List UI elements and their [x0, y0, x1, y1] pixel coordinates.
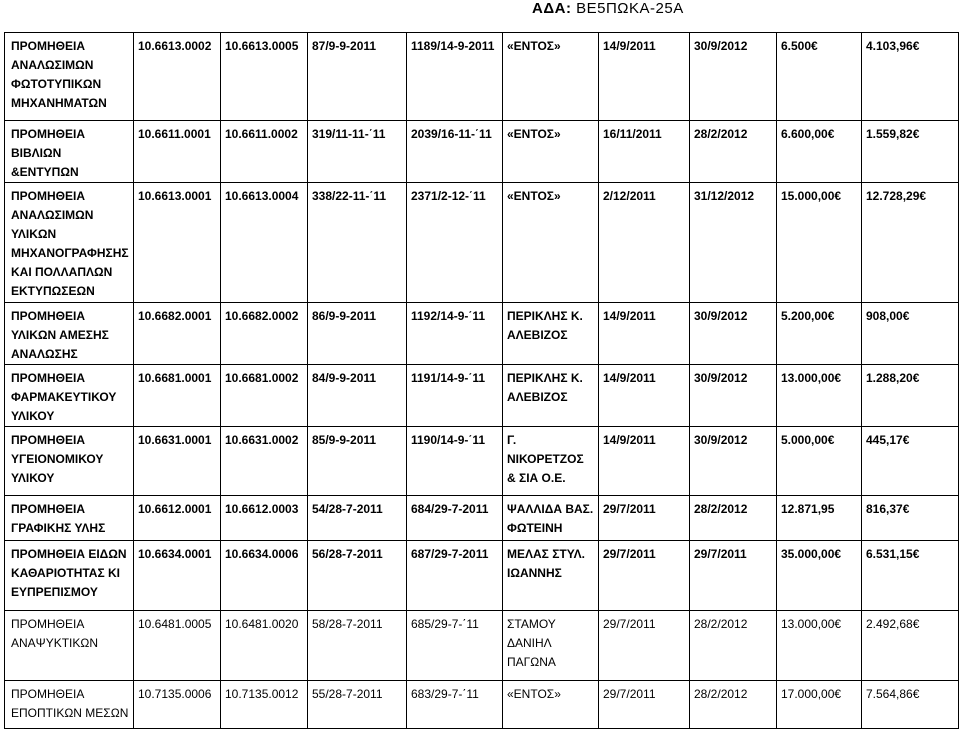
cell-account-code-1 — [134, 611, 221, 681]
start-date-text: 2/12/2011 — [603, 189, 656, 203]
budget-amount-text: 6.600,00€ — [781, 127, 835, 141]
account-code-1-text: 10.6681.0001 — [138, 371, 212, 385]
cell-budget-amount — [777, 303, 862, 365]
account-code-2-text: 10.6611.0002 — [225, 127, 298, 141]
cell-account-code-2 — [221, 365, 308, 427]
cell-account-code-1 — [134, 427, 221, 496]
account-code-1-text: 10.6481.0005 — [138, 617, 212, 631]
cell-end-date — [690, 183, 777, 303]
budget-amount-text: 13.000,00€ — [781, 371, 842, 385]
spent-amount-text: 4.103,96€ — [866, 39, 920, 53]
cell-supplier — [503, 121, 599, 183]
cell-account-code-2 — [221, 541, 308, 611]
cell-end-date — [690, 33, 777, 121]
cell-supplier — [503, 303, 599, 365]
cell-start-date — [599, 496, 690, 541]
cell-supplier — [503, 33, 599, 121]
spent-amount-text: 816,37€ — [866, 502, 910, 516]
budget-amount-text: 15.000,00€ — [781, 189, 842, 203]
cell-commitment-decision — [407, 365, 503, 427]
commitment-decision-text: 683/29-7-΄11 — [411, 687, 479, 701]
cell-approval-decision — [308, 427, 407, 496]
table-row — [5, 427, 959, 496]
cell-approval-decision — [308, 33, 407, 121]
cell-budget-amount — [777, 33, 862, 121]
spent-amount-text: 6.531,15€ — [866, 547, 920, 561]
cell-end-date — [690, 121, 777, 183]
cell-budget-amount — [777, 183, 862, 303]
start-date-text: 29/7/2011 — [603, 687, 656, 701]
cell-commitment-decision — [407, 303, 503, 365]
cell-spent-amount — [862, 541, 959, 611]
description-text: ΠΡΟΜΗΘΕΙΑ ΑΝΑΛΩΣΙΜΩΝ ΥΛΙΚΩΝ ΜΗΧΑΝΟΓΡΑΦΗΣΗΣ ΚΑΙ ΠΟΛΛΑΠΛΩΝ ΕΚΤΥΠΩΣΕΩΝ — [11, 189, 129, 298]
cell-account-code-2 — [221, 611, 308, 681]
account-code-2-text: 10.6631.0002 — [225, 433, 299, 447]
approval-decision-text: 58/28-7-2011 — [312, 617, 383, 631]
cell-description — [5, 33, 134, 121]
cell-spent-amount — [862, 33, 959, 121]
table-row — [5, 365, 959, 427]
cell-approval-decision — [308, 681, 407, 729]
cell-account-code-1 — [134, 496, 221, 541]
start-date-text: 14/9/2011 — [603, 371, 656, 385]
cell-description — [5, 365, 134, 427]
cell-approval-decision — [308, 496, 407, 541]
cell-account-code-2 — [221, 681, 308, 729]
description-text: ΠΡΟΜΗΘΕΙΑ ΑΝΑΛΩΣΙΜΩΝ ΦΩΤΟΤΥΠΙΚΩΝ ΜΗΧΑΝΗΜΑΤΩΝ — [11, 39, 107, 110]
cell-description — [5, 303, 134, 365]
commitment-decision-text: 685/29-7-΄11 — [411, 617, 479, 631]
cell-account-code-2 — [221, 33, 308, 121]
procurement-table — [4, 32, 959, 729]
table-row — [5, 681, 959, 729]
cell-supplier — [503, 541, 599, 611]
start-date-text: 16/11/2011 — [603, 127, 662, 141]
end-date-text: 30/9/2012 — [694, 39, 748, 53]
cell-budget-amount — [777, 611, 862, 681]
approval-decision-text: 338/22-11-΄11 — [312, 189, 387, 203]
cell-approval-decision — [308, 611, 407, 681]
cell-commitment-decision — [407, 611, 503, 681]
description-text: ΠΡΟΜΗΘΕΙΑ ΕΠΟΠΤΙΚΩΝ ΜΕΣΩΝ — [11, 687, 129, 720]
budget-amount-text: 5.200,00€ — [781, 309, 835, 323]
table-row — [5, 121, 959, 183]
cell-description — [5, 611, 134, 681]
account-code-2-text: 10.6612.0003 — [225, 502, 299, 516]
cell-approval-decision — [308, 541, 407, 611]
end-date-text: 30/9/2012 — [694, 309, 748, 323]
cell-budget-amount — [777, 365, 862, 427]
end-date-text: 28/2/2012 — [694, 617, 748, 631]
cell-start-date — [599, 681, 690, 729]
account-code-1-text: 10.6613.0002 — [138, 39, 212, 53]
cell-description — [5, 121, 134, 183]
account-code-2-text: 10.6613.0004 — [225, 189, 299, 203]
cell-approval-decision — [308, 121, 407, 183]
description-text: ΠΡΟΜΗΘΕΙΑ ΑΝΑΨΥΚΤΙΚΩΝ — [11, 617, 99, 650]
supplier-text: ΣΤΑΜΟΥ ΔΑΝΙΗΛ ΠΑΓΩΝΑ — [507, 617, 556, 669]
supplier-text: ΜΕΛΑΣ ΣΤΥΛ. ΙΩΑΝΝΗΣ — [507, 547, 585, 580]
cell-commitment-decision — [407, 183, 503, 303]
cell-account-code-1 — [134, 541, 221, 611]
cell-spent-amount — [862, 496, 959, 541]
cell-approval-decision — [308, 365, 407, 427]
cell-spent-amount — [862, 611, 959, 681]
approval-decision-text: 54/28-7-2011 — [312, 502, 383, 516]
supplier-text: Γ. ΝΙΚΟΡΕΤΖΟΣ & ΣΙΑ Ο.Ε. — [507, 433, 584, 485]
spent-amount-text: 1.288,20€ — [866, 371, 920, 385]
cell-account-code-2 — [221, 496, 308, 541]
cell-supplier — [503, 496, 599, 541]
end-date-text: 30/9/2012 — [694, 433, 748, 447]
supplier-text: «ΕΝΤΟΣ» — [507, 189, 561, 203]
account-code-2-text: 10.6481.0020 — [225, 617, 299, 631]
cell-end-date — [690, 681, 777, 729]
cell-start-date — [599, 121, 690, 183]
cell-supplier — [503, 681, 599, 729]
cell-commitment-decision — [407, 121, 503, 183]
description-text: ΠΡΟΜΗΘΕΙΑ ΕΙΔΩΝ ΚΑΘΑΡΙΟΤΗΤΑΣ ΚΙ ΕΥΠΡΕΠΙΣΜΟΥ — [11, 547, 127, 599]
cell-account-code-1 — [134, 303, 221, 365]
cell-account-code-2 — [221, 303, 308, 365]
table-row — [5, 496, 959, 541]
commitment-decision-text: 2371/2-12-΄11 — [411, 189, 486, 203]
cell-description — [5, 541, 134, 611]
cell-spent-amount — [862, 303, 959, 365]
start-date-text: 29/7/2011 — [603, 617, 656, 631]
cell-budget-amount — [777, 121, 862, 183]
ada-header — [532, 0, 684, 17]
account-code-1-text: 10.6631.0001 — [138, 433, 212, 447]
account-code-1-text: 10.6682.0001 — [138, 309, 212, 323]
budget-amount-text: 5.000,00€ — [781, 433, 835, 447]
cell-spent-amount — [862, 121, 959, 183]
start-date-text: 14/9/2011 — [603, 433, 656, 447]
cell-commitment-decision — [407, 681, 503, 729]
table-row — [5, 541, 959, 611]
start-date-text: 29/7/2011 — [603, 502, 656, 516]
commitment-decision-text: 1191/14-9-΄11 — [411, 371, 486, 385]
account-code-1-text: 10.6612.0001 — [138, 502, 212, 516]
cell-description — [5, 183, 134, 303]
approval-decision-text: 55/28-7-2011 — [312, 687, 383, 701]
cell-budget-amount — [777, 496, 862, 541]
end-date-text: 30/9/2012 — [694, 371, 748, 385]
budget-amount-text: 17.000,00€ — [781, 687, 842, 701]
table-row — [5, 183, 959, 303]
spent-amount-text: 2.492,68€ — [866, 617, 920, 631]
approval-decision-text: 85/9-9-2011 — [312, 433, 377, 447]
cell-start-date — [599, 33, 690, 121]
cell-account-code-1 — [134, 121, 221, 183]
cell-start-date — [599, 427, 690, 496]
commitment-decision-text: 684/29-7-2011 — [411, 502, 489, 516]
cell-spent-amount — [862, 427, 959, 496]
cell-spent-amount — [862, 681, 959, 729]
description-text: ΠΡΟΜΗΘΕΙΑ ΥΓΕΙΟΝΟΜΙΚΟΥ ΥΛΙΚΟΥ — [11, 433, 104, 485]
cell-account-code-2 — [221, 121, 308, 183]
table-row — [5, 611, 959, 681]
approval-decision-text: 86/9-9-2011 — [312, 309, 377, 323]
cell-commitment-decision — [407, 33, 503, 121]
commitment-decision-text: 1190/14-9-΄11 — [411, 433, 486, 447]
start-date-text: 14/9/2011 — [603, 39, 656, 53]
end-date-text: 29/7/2011 — [694, 547, 747, 561]
approval-decision-text: 319/11-11-΄11 — [312, 127, 386, 141]
end-date-text: 31/12/2012 — [694, 189, 755, 203]
cell-spent-amount — [862, 365, 959, 427]
account-code-2-text: 10.6681.0002 — [225, 371, 299, 385]
account-code-2-text: 10.6682.0002 — [225, 309, 299, 323]
account-code-1-text: 10.6634.0001 — [138, 547, 212, 561]
table-row — [5, 303, 959, 365]
cell-start-date — [599, 541, 690, 611]
cell-start-date — [599, 365, 690, 427]
cell-approval-decision — [308, 183, 407, 303]
cell-end-date — [690, 427, 777, 496]
approval-decision-text: 87/9-9-2011 — [312, 39, 377, 53]
cell-start-date — [599, 303, 690, 365]
description-text: ΠΡΟΜΗΘΕΙΑ ΓΡΑΦΙΚΗΣ ΥΛΗΣ — [11, 502, 106, 535]
cell-account-code-1 — [134, 183, 221, 303]
supplier-text: ΠΕΡΙΚΛΗΣ Κ. ΑΛΕΒΙΖΟΣ — [507, 371, 583, 404]
cell-supplier — [503, 183, 599, 303]
start-date-text: 29/7/2011 — [603, 547, 656, 561]
account-code-1-text: 10.6613.0001 — [138, 189, 212, 203]
cell-commitment-decision — [407, 541, 503, 611]
approval-decision-text: 84/9-9-2011 — [312, 371, 377, 385]
supplier-text: «ΕΝΤΟΣ» — [507, 127, 561, 141]
account-code-1-text: 10.7135.0006 — [138, 687, 212, 701]
cell-end-date — [690, 365, 777, 427]
cell-budget-amount — [777, 681, 862, 729]
spent-amount-text: 445,17€ — [866, 433, 910, 447]
cell-commitment-decision — [407, 427, 503, 496]
spent-amount-text: 1.559,82€ — [866, 127, 920, 141]
cell-account-code-2 — [221, 427, 308, 496]
cell-account-code-1 — [134, 365, 221, 427]
end-date-text: 28/2/2012 — [694, 502, 748, 516]
supplier-text: ΨΑΛΛΙΔΑ ΒΑΣ. ΦΩΤΕΙΝΗ — [507, 502, 594, 535]
cell-description — [5, 681, 134, 729]
description-text: ΠΡΟΜΗΘΕΙΑ ΥΛΙΚΩΝ ΑΜΕΣΗΣ ΑΝΑΛΩΣΗΣ — [11, 309, 109, 361]
ada-label: ΑΔΑ: — [532, 0, 572, 17]
account-code-2-text: 10.6613.0005 — [225, 39, 299, 53]
end-date-text: 28/2/2012 — [694, 687, 748, 701]
cell-supplier — [503, 365, 599, 427]
cell-end-date — [690, 541, 777, 611]
cell-start-date — [599, 183, 690, 303]
commitment-decision-text: 687/29-7-2011 — [411, 547, 489, 561]
cell-approval-decision — [308, 303, 407, 365]
cell-supplier — [503, 427, 599, 496]
cell-start-date — [599, 611, 690, 681]
budget-amount-text: 12.871,95 — [781, 502, 835, 516]
cell-commitment-decision — [407, 496, 503, 541]
commitment-decision-text: 1189/14-9-2011 — [411, 39, 495, 53]
cell-description — [5, 427, 134, 496]
spent-amount-text: 908,00€ — [866, 309, 910, 323]
supplier-text: ΠΕΡΙΚΛΗΣ Κ. ΑΛΕΒΙΖΟΣ — [507, 309, 583, 342]
cell-end-date — [690, 611, 777, 681]
cell-account-code-2 — [221, 183, 308, 303]
budget-amount-text: 35.000,00€ — [781, 547, 842, 561]
commitment-decision-text: 2039/16-11-΄11 — [411, 127, 492, 141]
cell-description — [5, 496, 134, 541]
account-code-2-text: 10.7135.0012 — [225, 687, 299, 701]
cell-end-date — [690, 303, 777, 365]
end-date-text: 28/2/2012 — [694, 127, 748, 141]
approval-decision-text: 56/28-7-2011 — [312, 547, 383, 561]
start-date-text: 14/9/2011 — [603, 309, 656, 323]
account-code-1-text: 10.6611.0001 — [138, 127, 211, 141]
supplier-text: «ΕΝΤΟΣ» — [507, 39, 561, 53]
cell-account-code-1 — [134, 33, 221, 121]
description-text: ΠΡΟΜΗΘΕΙΑ ΒΙΒΛΙΩΝ &ΕΝΤΥΠΩΝ — [11, 127, 86, 179]
ada-code: ΒΕ5ΠΩΚΑ-25Α — [576, 0, 684, 17]
cell-budget-amount — [777, 427, 862, 496]
cell-supplier — [503, 611, 599, 681]
cell-budget-amount — [777, 541, 862, 611]
description-text: ΠΡΟΜΗΘΕΙΑ ΦΑΡΜΑΚΕΥΤΙΚΟΥ ΥΛΙΚΟΥ — [11, 371, 117, 423]
cell-spent-amount — [862, 183, 959, 303]
cell-end-date — [690, 496, 777, 541]
commitment-decision-text: 1192/14-9-΄11 — [411, 309, 486, 323]
budget-amount-text: 13.000,00€ — [781, 617, 842, 631]
spent-amount-text: 12.728,29€ — [866, 189, 927, 203]
supplier-text: «ΕΝΤΟΣ» — [507, 687, 561, 701]
cell-account-code-1 — [134, 681, 221, 729]
table-row — [5, 33, 959, 121]
spent-amount-text: 7.564,86€ — [866, 687, 920, 701]
budget-amount-text: 6.500€ — [781, 39, 818, 53]
account-code-2-text: 10.6634.0006 — [225, 547, 299, 561]
